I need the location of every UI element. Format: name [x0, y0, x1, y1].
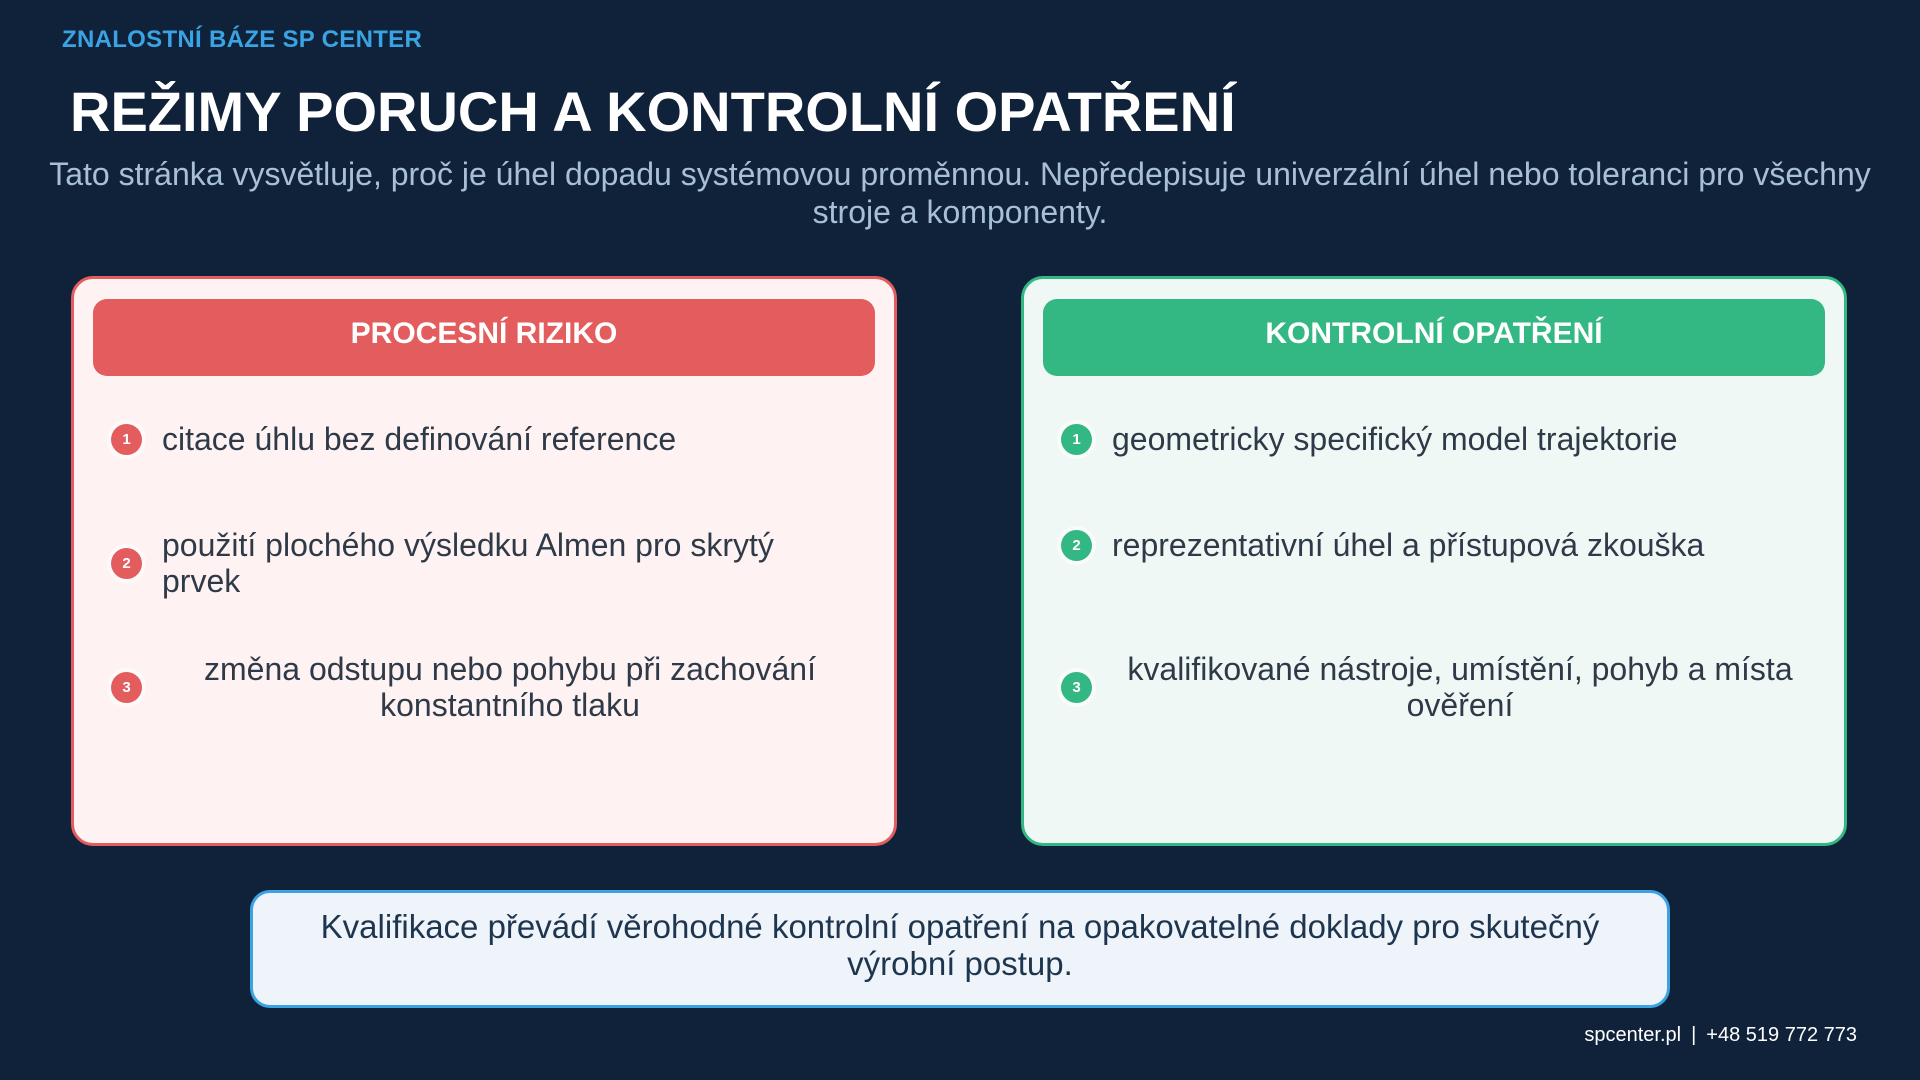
control-item-text: geometricky specifický model trajektorie [1112, 421, 1678, 457]
brand-label: ZNALOSTNÍ BÁZE SP CENTER [62, 26, 423, 53]
control-measures-card [1021, 276, 1847, 846]
page-subtitle: Tato stránka vysvětluje, proč je úhel dopadu systémovou proměnnou. Nepředepisuje univerzální úhel nebo toleranci pro všechny stroje a komponenty. [49, 156, 1871, 230]
control-item-text: kvalifikované nástroje, umístění, pohyb a místa ověření [1127, 651, 1793, 723]
risk-item-text: změna odstupu nebo pohybu při zachování konstantního tlaku [204, 651, 816, 723]
number-badge: 1 [1061, 424, 1092, 455]
risk-item-text: použití plochého výsledku Almen pro skrytý prvek [162, 527, 774, 599]
footer-website: spcenter.pl [1584, 1024, 1682, 1046]
number-badge: 3 [111, 672, 142, 703]
footer-phone: +48 519 772 773 [1706, 1024, 1857, 1046]
control-measures-header: KONTROLNÍ OPATŘENÍ [1043, 299, 1825, 376]
number-badge: 1 [111, 424, 142, 455]
risk-item [111, 651, 858, 723]
risk-item [111, 421, 858, 457]
page-title: REŽIMY PORUCH A KONTROLNÍ OPATŘENÍ [70, 80, 1236, 143]
number-badge: 2 [1061, 530, 1092, 561]
footer-contact [1584, 1024, 1857, 1047]
risk-item [111, 527, 858, 599]
footer-separator: | [1691, 1024, 1697, 1046]
process-risk-header: PROCESNÍ RIZIKO [93, 299, 875, 376]
risk-item-text: citace úhlu bez definování reference [162, 421, 677, 457]
control-item [1061, 527, 1808, 563]
control-item-text: reprezentativní úhel a přístupová zkouška [1112, 527, 1705, 563]
process-risk-card [71, 276, 897, 846]
control-item [1061, 651, 1808, 723]
conclusion-text: Kvalifikace převádí věrohodné kontrolní opatření na opakovatelné doklady pro skutečný výrobní postup. [320, 908, 1600, 982]
number-badge: 3 [1061, 672, 1092, 703]
control-item [1061, 421, 1808, 457]
number-badge: 2 [111, 548, 142, 579]
conclusion-box [250, 890, 1670, 1008]
